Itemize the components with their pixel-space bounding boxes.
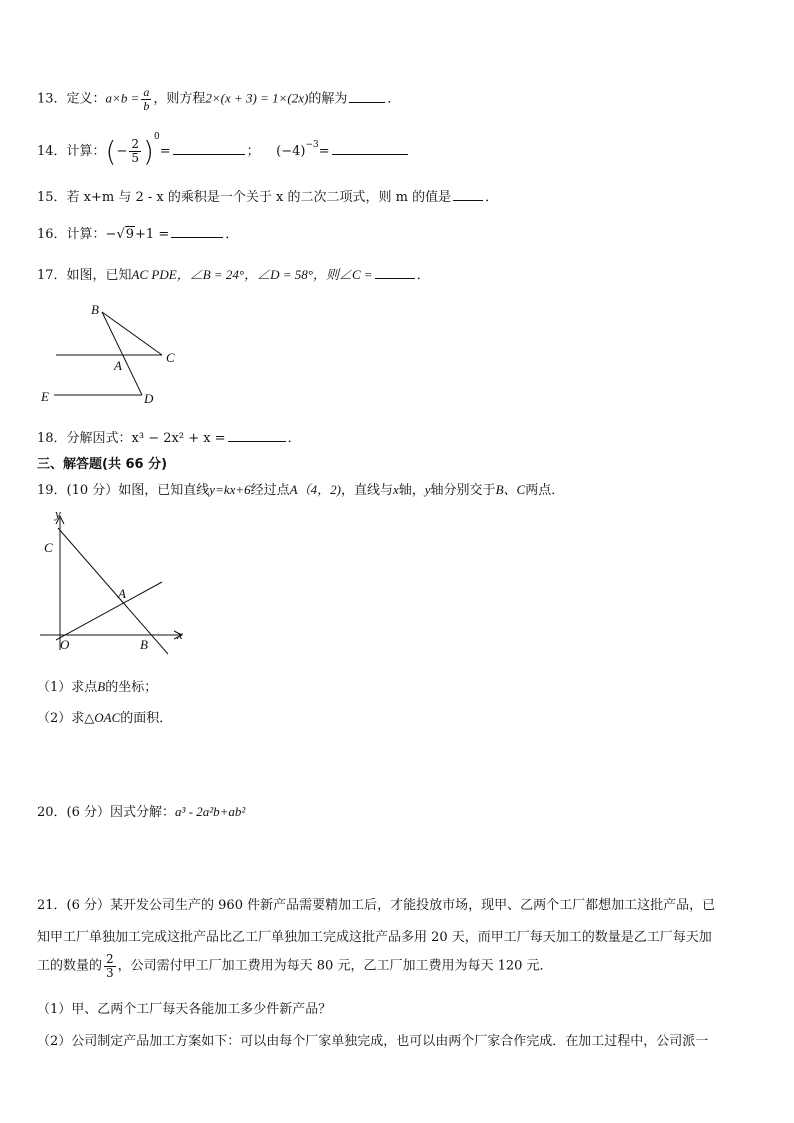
question-17 — [37, 264, 430, 283]
q19-sub2-text: （2）求△ — [37, 711, 95, 726]
q14-answer-blank-1[interactable] — [173, 153, 245, 155]
q14-frac-num: 2 — [131, 137, 140, 152]
q21-fraction — [104, 953, 116, 979]
label-y: y — [55, 508, 61, 521]
q15-text: 15．若 x+m 与 2 - x 的乘积是一个关于 x 的二次二项式，则 m 的值是 — [37, 190, 452, 205]
q19-sub1-text: （1）求点 — [37, 680, 98, 695]
q19-axis-x: x — [392, 482, 399, 497]
q16-number: 16．计算： — [37, 227, 106, 242]
label-b: B — [91, 302, 99, 317]
q13-tail: 的解为 — [308, 91, 348, 107]
q19-point: A（4，2) — [289, 482, 341, 497]
label-d: D — [144, 391, 154, 406]
question-15 — [37, 186, 498, 205]
q19-sub2-end: 的面积． — [120, 711, 173, 726]
q15-end: ． — [485, 190, 499, 205]
q16-end: ． — [225, 227, 239, 242]
q21-line-1: 21．(6 分）某开发公司生产的 960 件新产品需要精加工后，才能投放市场，现甲、乙两个工厂都想加工这批产品，已 — [37, 898, 716, 913]
q14-answer-blank-2[interactable] — [332, 153, 408, 155]
q17-number: 17．如图，已知 — [37, 268, 132, 283]
q19-sub2-triangle: OAC — [94, 710, 121, 725]
segment-bc — [102, 312, 162, 355]
q19-axis-y: y — [424, 482, 431, 497]
q19-points-bc: B、C — [495, 482, 526, 497]
q21-line3-post: ，公司需付甲工厂加工费用为每天 80 元，乙工厂加工费用为每天 120 元． — [117, 958, 553, 974]
q17-end: ． — [416, 268, 430, 283]
q19-stem3: ，直线与 — [340, 483, 393, 498]
q13-equation: 2×(x + 3) = 1×(2x) — [205, 90, 309, 106]
q18-end: ． — [287, 431, 301, 446]
q20-expression: a³ - 2a²b+ab² — [175, 804, 246, 819]
q19-subquestion-1 — [37, 676, 157, 695]
label-e: E — [41, 389, 49, 404]
question-16 — [37, 223, 238, 242]
question-20 — [37, 801, 245, 820]
label-x: x — [177, 627, 183, 642]
q21-line3-pre: 工的数量的 — [37, 958, 103, 974]
q14-exponent-0: 0 — [153, 132, 160, 142]
q16-minus: − — [105, 227, 117, 242]
q19-stem4: 轴， — [398, 483, 425, 498]
label-c: C — [44, 540, 53, 555]
line-oa — [56, 582, 162, 640]
q13-answer-blank[interactable] — [349, 101, 385, 103]
q21-frac-den: 3 — [106, 965, 114, 980]
section-3-heading: 三、解答题(共 66 分) — [37, 457, 168, 472]
q14-minus: − — [116, 144, 128, 159]
q13-end: ． — [387, 91, 401, 107]
q21-line-3 — [37, 953, 553, 979]
q19-stem: 19．(10 分）如图，已知直线 — [37, 483, 210, 498]
q14-exponent-2: −3 — [305, 140, 319, 150]
q14-equals-2: = — [318, 144, 330, 159]
q14-fraction — [129, 138, 141, 164]
q19-stem2: 经过点 — [250, 483, 290, 498]
q14-number: 14．计算： — [37, 144, 106, 159]
q16-answer-blank[interactable] — [171, 236, 223, 238]
q19-sub1-end: 的坐标； — [105, 680, 158, 695]
q21-frac-num: 2 — [106, 952, 114, 966]
q14-right-paren: ) — [143, 135, 154, 168]
q13-frac-num: a — [143, 85, 150, 99]
q16-expr-post: +1 = — [135, 227, 170, 242]
q21-subquestion-1: （1）甲、乙两个工厂每天各能加工多少件新产品？ — [37, 1002, 332, 1017]
question-19 — [37, 479, 564, 498]
label-b: B — [140, 637, 148, 652]
q17-parallel: AC PDE — [131, 267, 177, 282]
q21-subquestion-2: （2）公司制定产品加工方案如下：可以由每个厂家单独完成，也可以由两个厂家合作完成．在加工过程中，公司派一 — [37, 1034, 709, 1049]
q16-radicand: 9 — [125, 227, 135, 242]
q14-frac-den: 5 — [131, 151, 140, 165]
q14-left-paren: ( — [105, 135, 117, 168]
label-c: C — [166, 350, 175, 365]
question-18 — [37, 427, 301, 446]
q13-definition: a×b = — [105, 90, 140, 106]
q19-figure — [36, 508, 196, 658]
q17-angles: ，∠B = 24°，∠D = 58°，则∠C = — [176, 267, 373, 282]
q13-fraction — [141, 86, 151, 112]
q17-figure — [36, 296, 196, 414]
q13-mid: ，则方程 — [153, 91, 206, 107]
label-a: A — [118, 586, 126, 601]
q14-separator: ； — [246, 144, 260, 159]
q17-answer-blank[interactable] — [375, 277, 415, 279]
q18-answer-blank[interactable] — [228, 440, 286, 442]
q20-stem: 20．(6 分）因式分解： — [37, 805, 176, 820]
segment-bd — [102, 312, 142, 395]
q13-frac-den: b — [143, 98, 150, 113]
q18-expr: x³ − 2x² + x = — [131, 431, 226, 446]
q14-equals-1: = — [159, 144, 171, 159]
q19-line-eq: y=kx+6 — [209, 482, 251, 497]
q13-number: 13．定义： — [37, 91, 106, 107]
q19-subquestion-2 — [37, 707, 172, 726]
q21-line-2: 知甲工厂单独加工完成这批产品比乙工厂单独加工完成这批产品多用 20 天，而甲工厂每天加工的数量是乙工厂每天加 — [37, 930, 712, 945]
q19-sub1-point: B — [97, 679, 106, 694]
q19-stem6: 两点． — [525, 483, 565, 498]
q14-base: (−4) — [276, 144, 306, 159]
label-a: A — [114, 358, 122, 373]
q19-stem5: 轴分别交于 — [430, 483, 496, 498]
q16-sqrt: √9 — [116, 227, 135, 242]
q15-answer-blank[interactable] — [453, 199, 483, 201]
label-o: O — [60, 637, 70, 652]
question-13 — [37, 86, 400, 112]
question-14 — [37, 132, 410, 168]
q18-number: 18．分解因式： — [37, 431, 132, 446]
